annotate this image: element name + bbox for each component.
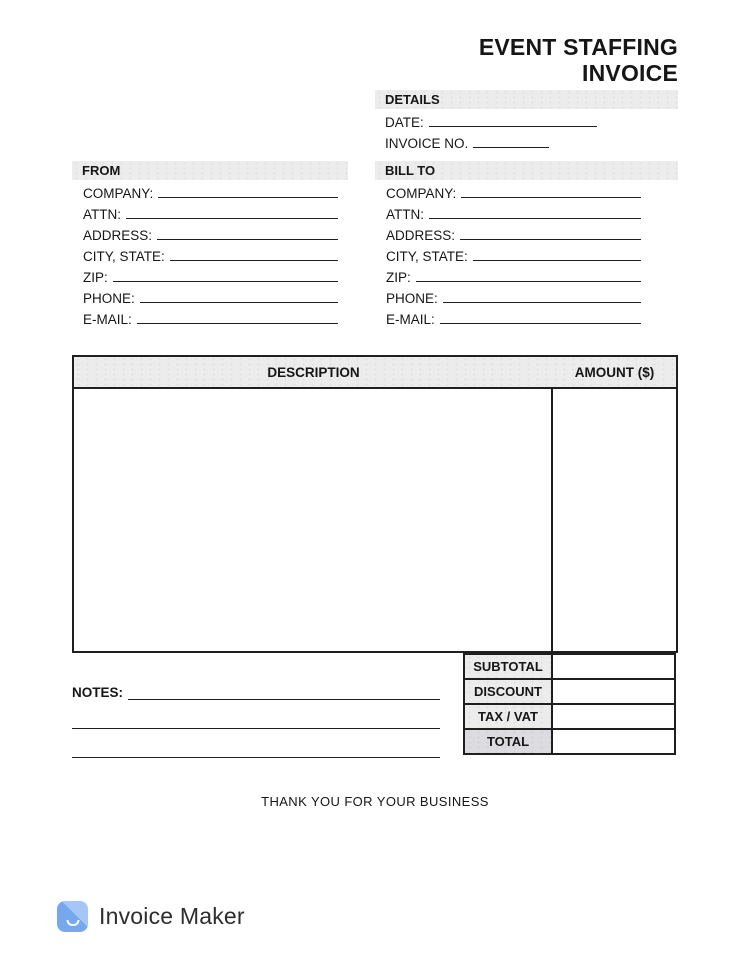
discount-label: DISCOUNT bbox=[464, 679, 552, 704]
from-field-attn bbox=[72, 201, 348, 222]
details-heading: DETAILS bbox=[375, 90, 678, 109]
from-section bbox=[72, 161, 348, 327]
from-field-company bbox=[72, 180, 348, 201]
field-label: COMPANY: bbox=[386, 186, 457, 201]
from-field-email bbox=[72, 306, 348, 327]
attn-blank-field[interactable] bbox=[126, 218, 338, 219]
brand-footer bbox=[57, 901, 245, 932]
bill-to-field-email bbox=[375, 306, 678, 327]
discount-value-cell[interactable] bbox=[552, 679, 675, 704]
field-label: ATTN: bbox=[83, 207, 121, 222]
attn-blank-field[interactable] bbox=[429, 218, 641, 219]
field-label: PHONE: bbox=[386, 291, 438, 306]
field-label: E-MAIL: bbox=[83, 312, 132, 327]
date-label: DATE: bbox=[385, 115, 424, 130]
subtotal-row bbox=[464, 654, 675, 679]
subtotal-label: SUBTOTAL bbox=[464, 654, 552, 679]
bill-to-heading: BILL TO bbox=[375, 161, 678, 180]
notes-section bbox=[72, 682, 440, 758]
phone-blank-field[interactable] bbox=[443, 302, 641, 303]
bill-to-field-address bbox=[375, 222, 678, 243]
date-blank-field[interactable] bbox=[429, 126, 597, 127]
items-table-header bbox=[72, 355, 678, 389]
field-label: ZIP: bbox=[386, 270, 411, 285]
notes-label-row bbox=[72, 682, 440, 700]
description-column-header: DESCRIPTION bbox=[267, 364, 360, 380]
notes-blank-line-1[interactable] bbox=[128, 699, 440, 700]
notes-blank-line-2[interactable] bbox=[72, 700, 440, 729]
field-label: ATTN: bbox=[386, 207, 424, 222]
bill-to-field-phone bbox=[375, 285, 678, 306]
email-blank-field[interactable] bbox=[440, 323, 641, 324]
zip-blank-field[interactable] bbox=[416, 281, 641, 282]
from-field-address bbox=[72, 222, 348, 243]
company-blank-field[interactable] bbox=[158, 197, 338, 198]
field-label: ADDRESS: bbox=[83, 228, 153, 243]
total-row bbox=[464, 729, 675, 754]
notes-blank-line-3[interactable] bbox=[72, 729, 440, 758]
total-value-cell[interactable] bbox=[552, 729, 675, 754]
tax-vat-label: TAX / VAT bbox=[464, 704, 552, 729]
bill-to-field-city-state bbox=[375, 243, 678, 264]
items-table bbox=[72, 355, 678, 653]
company-blank-field[interactable] bbox=[461, 197, 641, 198]
details-date-row bbox=[375, 109, 678, 130]
parties-section bbox=[72, 161, 678, 327]
invoice-title bbox=[479, 34, 678, 86]
bill-to-field-company bbox=[375, 180, 678, 201]
address-blank-field[interactable] bbox=[460, 239, 641, 240]
field-label: COMPANY: bbox=[83, 186, 154, 201]
invoice-title-line1: EVENT STAFFING bbox=[478, 34, 678, 60]
zip-blank-field[interactable] bbox=[113, 281, 338, 282]
totals-table bbox=[463, 653, 676, 755]
from-field-phone bbox=[72, 285, 348, 306]
field-label: E-MAIL: bbox=[386, 312, 435, 327]
invoice-no-label: INVOICE NO. bbox=[385, 136, 469, 151]
from-field-zip bbox=[72, 264, 348, 285]
thank-you-message: THANK YOU FOR YOUR BUSINESS bbox=[261, 794, 489, 809]
bill-to-field-zip bbox=[375, 264, 678, 285]
phone-blank-field[interactable] bbox=[140, 302, 338, 303]
field-label: ADDRESS: bbox=[386, 228, 456, 243]
smile-icon bbox=[66, 920, 79, 926]
amount-column-header: AMOUNT ($) bbox=[574, 364, 655, 380]
amount-entry-area[interactable] bbox=[553, 389, 676, 651]
bill-to-section bbox=[375, 161, 678, 327]
subtotal-value-cell[interactable] bbox=[552, 654, 675, 679]
notes-label: NOTES: bbox=[72, 685, 124, 700]
invoice-maker-logo-icon bbox=[57, 901, 88, 932]
bill-to-field-attn bbox=[375, 201, 678, 222]
total-label: TOTAL bbox=[464, 729, 552, 754]
field-label: ZIP: bbox=[83, 270, 108, 285]
field-label: CITY, STATE: bbox=[83, 249, 165, 264]
details-invoice-no-row bbox=[375, 130, 678, 151]
items-table-body bbox=[72, 389, 678, 653]
email-blank-field[interactable] bbox=[137, 323, 338, 324]
field-label: CITY, STATE: bbox=[386, 249, 468, 264]
details-section bbox=[375, 90, 678, 151]
tax-vat-row bbox=[464, 704, 675, 729]
from-heading: FROM bbox=[72, 161, 348, 180]
discount-row bbox=[464, 679, 675, 704]
invoice-title-line2: INVOICE bbox=[582, 60, 678, 86]
city-state-blank-field[interactable] bbox=[170, 260, 338, 261]
tax-vat-value-cell[interactable] bbox=[552, 704, 675, 729]
address-blank-field[interactable] bbox=[157, 239, 338, 240]
field-label: PHONE: bbox=[83, 291, 135, 306]
brand-name: Invoice Maker bbox=[99, 903, 245, 929]
from-field-city-state bbox=[72, 243, 348, 264]
description-entry-area[interactable] bbox=[74, 389, 553, 651]
city-state-blank-field[interactable] bbox=[473, 260, 641, 261]
invoice-no-blank-field[interactable] bbox=[473, 147, 549, 148]
